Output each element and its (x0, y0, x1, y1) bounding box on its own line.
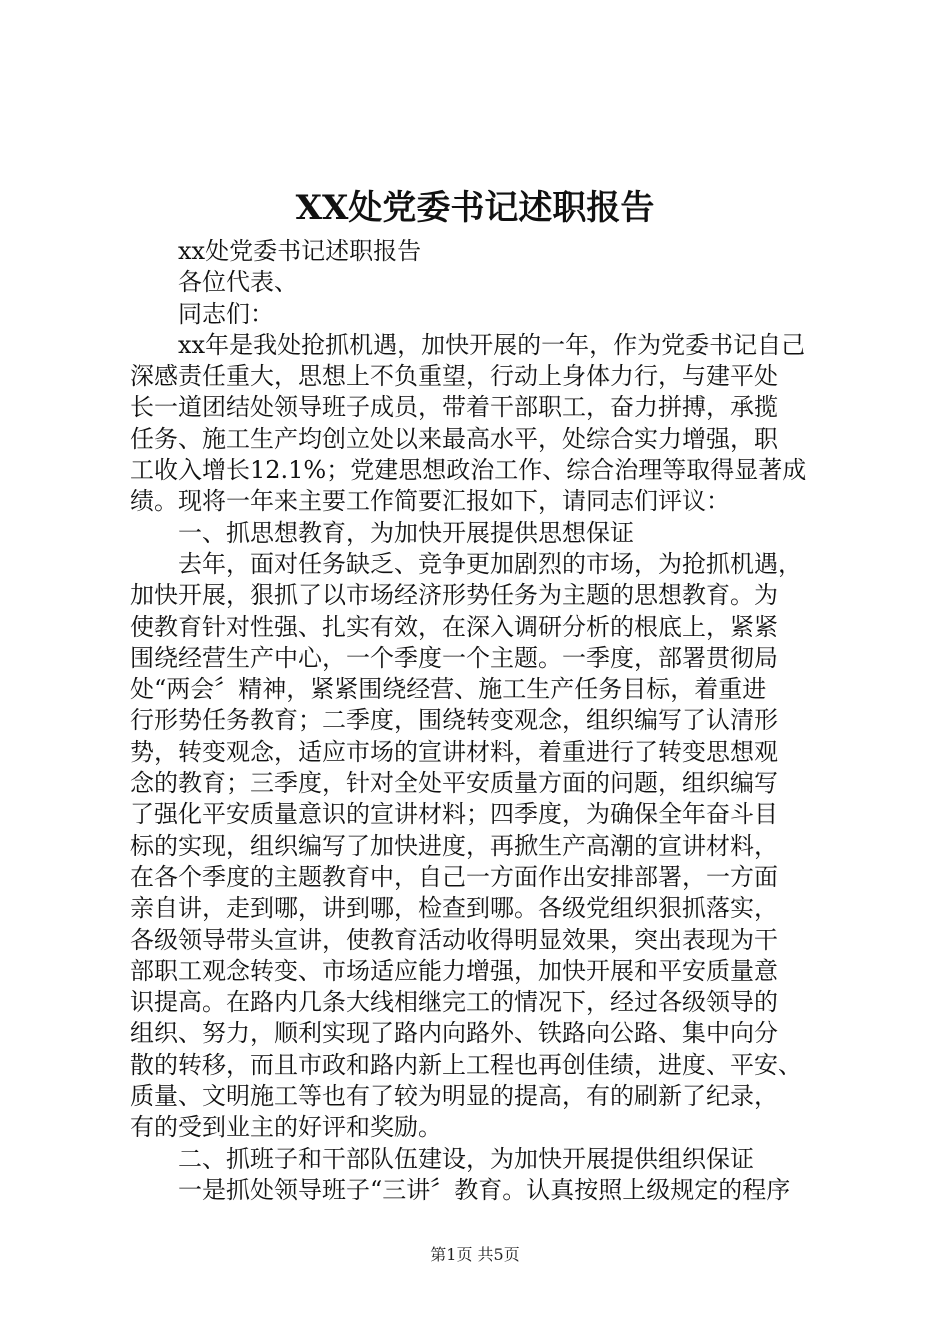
body-line: 各级领导带头宣讲，使教育活动收得明显效果，突出表现为干 (130, 925, 778, 954)
body-line: 处“两会〞精神，紧紧围绕经营、施工生产任务目标，着重进 (130, 675, 767, 704)
body-line: xx年是我处抢抓机遇，加快开展的一年，作为党委书记自己 (178, 330, 806, 359)
body-line: 一、抓思想教育，为加快开展提供思想保证 (178, 518, 634, 547)
body-line: 念的教育；三季度，针对全处平安质量方面的问题，组织编写 (130, 769, 778, 798)
body-line: 在各个季度的主题教育中，自己一方面作出安排部署，一方面 (130, 862, 778, 891)
body-line: 加快开展，狠抓了以市场经济形势任务为主题的思想教育。为 (130, 581, 778, 610)
body-line: 绩。现将一年来主要工作简要汇报如下，请同志们评议： (130, 487, 730, 516)
page-footer: 第1页 共5页 (430, 1245, 520, 1264)
body-line: 工收入增长12.1%；党建思想政治工作、综合治理等取得显著成 (130, 456, 807, 485)
body-line: 使教育针对性强、扎实有效，在深入调研分析的根底上，紧紧 (130, 612, 778, 641)
body-line: 散的转移，而且市政和路内新上工程也再创佳绩，进度、平安、 (130, 1050, 802, 1079)
body-line: 围绕经营生产中心，一个季度一个主题。一季度，部署贯彻局 (130, 643, 778, 672)
body-line: 了强化平安质量意识的宣讲材料；四季度，为确保全年奋斗目 (130, 800, 778, 829)
body-line: 一是抓处领导班子“三讲〞教育。认真按照上级规定的程序 (178, 1175, 791, 1204)
body-line: 任务、施工生产均创立处以来最高水平，处综合实力增强，职 (130, 424, 778, 453)
body-line: 长一道团结处领导班子成员，带着干部职工，奋力拼搏，承揽 (130, 393, 778, 422)
body-line: 势，转变观念，适应市场的宣讲材料，着重进行了转变思想观 (130, 737, 778, 766)
document-title: XX处党委书记述职报告 (295, 188, 655, 228)
body-line: 质量、文明施工等也有了较为明显的提高，有的刷新了纪录， (130, 1082, 778, 1111)
body-line: 有的受到业主的好评和奖励。 (130, 1113, 442, 1142)
body-line: 组织、努力，顺利实现了路内向路外、铁路向公路、集中向分 (130, 1019, 778, 1048)
body-line: 识提高。在路内几条大线相继完工的情况下，经过各级领导的 (130, 988, 778, 1017)
body-line: 亲自讲，走到哪，讲到哪，检查到哪。各级党组织狠抓落实， (130, 894, 778, 923)
body-line: 各位代表、 (178, 268, 298, 297)
body-line: 去年，面对任务缺乏、竞争更加剧烈的市场，为抢抓机遇， (178, 549, 802, 578)
body-line: 行形势任务教育；二季度，围绕转变观念，组织编写了认清形 (130, 706, 778, 735)
body-line: 标的实现，组织编写了加快进度，再掀生产高潮的宣讲材料， (130, 831, 778, 860)
body-line: 深感责任重大，思想上不负重望，行动上身体力行，与建平处 (130, 362, 778, 391)
body-line: 部职工观念转变、市场适应能力增强，加快开展和平安质量意 (130, 956, 778, 985)
body-line: 二、抓班子和干部队伍建设，为加快开展提供组织保证 (178, 1144, 754, 1173)
body-line: xx处党委书记述职报告 (178, 237, 422, 265)
body-line: 同志们： (178, 299, 274, 328)
document-body (130, 236, 830, 1206)
